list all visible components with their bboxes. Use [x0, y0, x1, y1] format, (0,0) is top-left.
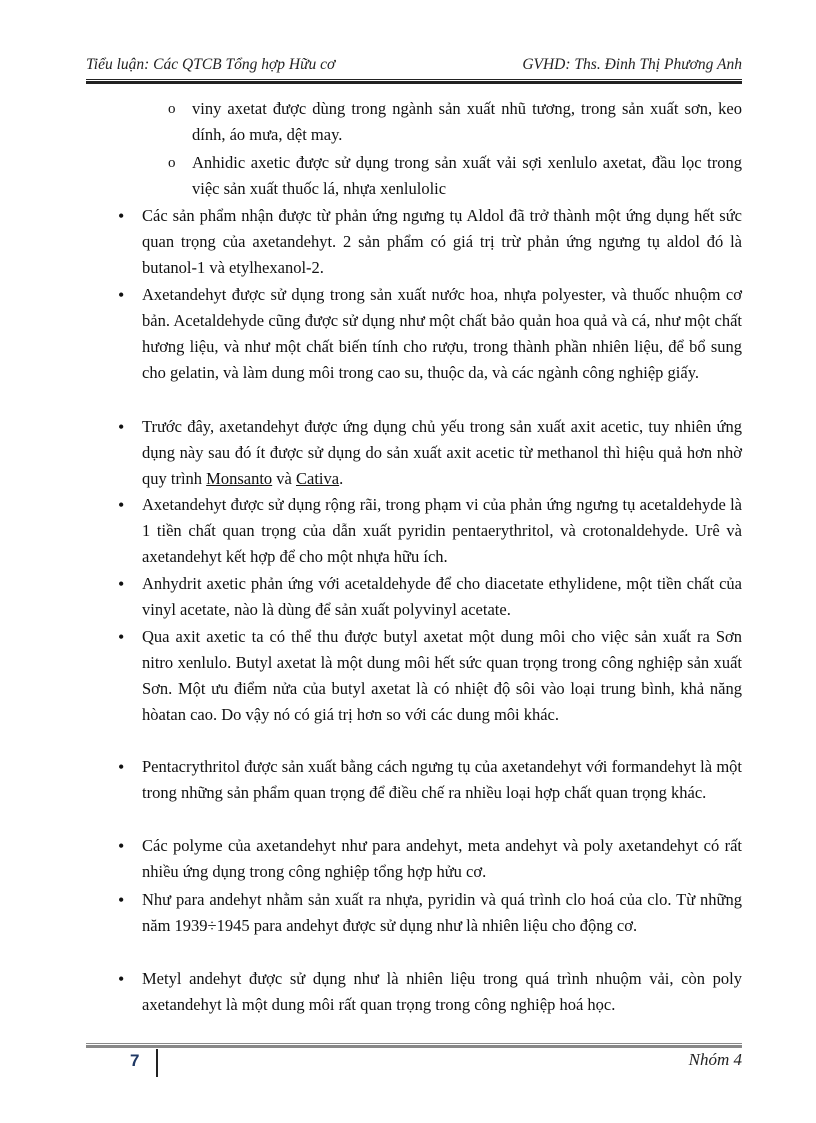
bullet-icon: •	[118, 890, 125, 910]
bullet-icon: •	[118, 417, 125, 437]
bullet-icon: •	[118, 206, 125, 226]
list-item-text: Qua axit axetic ta có thể thu được butyl axetat một dung môi cho việc sản xuất ra Sơn nitro xenlulo. Butyl axetat là một dung môi hết sức quan trọng trong công nghiệp sản xuất Sơn. Một ưu điểm nửa của butyl axetat là có nhiệt độ sôi vào loại trung bình, khả năng hòatan cao. Do vậy nó có giá trị hơn so với các dung môi khác.	[142, 627, 742, 724]
list-item	[118, 624, 742, 728]
list-item-text: Axetandehyt được sử dụng trong sản xuất nước hoa, nhựa polyester, và thuốc nhuộm cơ bản. Acetaldehyde cũng được sử dụng như một chất bảo quản hoa quả và cá, như một chất hương liệu, và như một chất biến tính cho rượu, trong thành phần nhiên liệu, để bổ sung cho gelatin, và làm dung môi trong cao su, thuộc da, và các ngành công nghiệp giấy.	[142, 285, 742, 382]
cativa-link[interactable]: Cativa	[296, 469, 340, 488]
list-item-text: Pentacrythritol được sản xuất bằng cách ngưng tụ của axetandehyt với formandehyt là một trong những sản phẩm quan trọng để điều chế ra nhiều loại hợp chất quan trọng khác.	[142, 757, 742, 802]
list-item-text: Các sản phẩm nhận được từ phản ứng ngưng tụ Aldol đã trở thành một ứng dụng hết sức quan trọng của axetandehyt. 2 sản phẩm có giá trị trừ phản ứng ngưng tụ aldol đó là butanol-1 và etylhexanol-2.	[142, 206, 742, 277]
list-item	[118, 203, 742, 281]
list-item-text	[142, 414, 742, 492]
list-item-text-part: .	[339, 469, 344, 488]
list-item	[168, 96, 742, 148]
bullet-icon: •	[118, 836, 125, 856]
list-item	[118, 966, 742, 1018]
list-item-text-part: và	[272, 469, 296, 488]
list-item-text: viny axetat được dùng trong ngành sản xuất nhũ tương, trong sản xuất sơn, keo dính, áo mưa, dệt may.	[192, 99, 742, 144]
monsanto-link[interactable]: Monsanto	[206, 469, 273, 488]
header-rule	[86, 79, 742, 80]
list-item-text: Như para andehyt nhằm sản xuất ra nhựa, pyridin và quá trình clo hoá của clo. Từ những năm 1939÷1945 para andehyt được sử dụng như là nhiên liệu cho động cơ.	[142, 890, 742, 935]
bullet-icon: •	[118, 969, 125, 989]
list-item-text: Axetandehyt được sử dụng rộng rãi, trong phạm vi của phản ứng ngưng tụ acetaldehyde là 1 tiền chất quan trọng của dẫn xuất pyridin pentaerythritol, và crotonaldehyde. Urê và axetandehyt kết hợp để cho một nhựa hữu ích.	[142, 495, 742, 566]
footer-rule-thick	[86, 1045, 742, 1048]
bullet-icon: •	[118, 627, 125, 647]
list-item-text: Anhidic axetic được sử dụng trong sản xuất vải sợi xenlulo axetat, đầu lọc trong việc sản xuất thuốc lá, nhựa xenlulolic	[192, 153, 742, 198]
bullet-icon: •	[118, 495, 125, 515]
list-item	[118, 754, 742, 806]
page-number: 7	[130, 1051, 140, 1070]
list-item	[118, 492, 742, 570]
circle-bullet-icon: o	[168, 101, 176, 117]
page-header	[86, 56, 742, 78]
footer-divider	[156, 1049, 158, 1077]
header-rule-thick	[86, 81, 742, 84]
list-item	[118, 282, 742, 386]
list-item-text: Metyl andehyt được sử dụng như là nhiên liệu trong quá trình nhuộm vải, còn poly axetandehyt là một dung môi rất quan trọng trong công nghiệp hoá học.	[142, 969, 742, 1014]
list-item	[118, 833, 742, 885]
header-advisor: GVHD: Ths. Đinh Thị Phương Anh	[522, 56, 742, 73]
bullet-icon: •	[118, 574, 125, 594]
list-item	[118, 571, 742, 623]
list-item-text: Các polyme của axetandehyt như para andehyt, meta andehyt và poly axetandehyt có rất nhiều ứng dụng trong công nghiệp tổng hợp hửu cơ.	[142, 836, 742, 881]
list-item	[118, 414, 742, 492]
list-item-text: Anhydrit axetic phản ứng với acetaldehyde để cho diacetate ethylidene, một tiền chất của vinyl acetate, nào là dùng để sản xuất polyvinyl acetate.	[142, 574, 742, 619]
list-item	[168, 150, 742, 202]
bullet-icon: •	[118, 757, 125, 777]
list-item	[118, 887, 742, 939]
footer-rule	[86, 1043, 742, 1044]
bullet-icon: •	[118, 285, 125, 305]
circle-bullet-icon: o	[168, 155, 176, 171]
header-title: Tiểu luận: Các QTCB Tổng hợp Hữu cơ	[86, 56, 336, 73]
group-label: Nhóm 4	[688, 1050, 742, 1069]
list-item-text-part: Trước đây, axetandehyt được ứng dụng chủ yếu trong sản xuất axit acetic, tuy nhiên ứng dụng này sau đó ít được sử dụng do sản xuất axit acetic từ methanol thì hiệu quả hơn nhờ quy trình	[142, 417, 742, 488]
